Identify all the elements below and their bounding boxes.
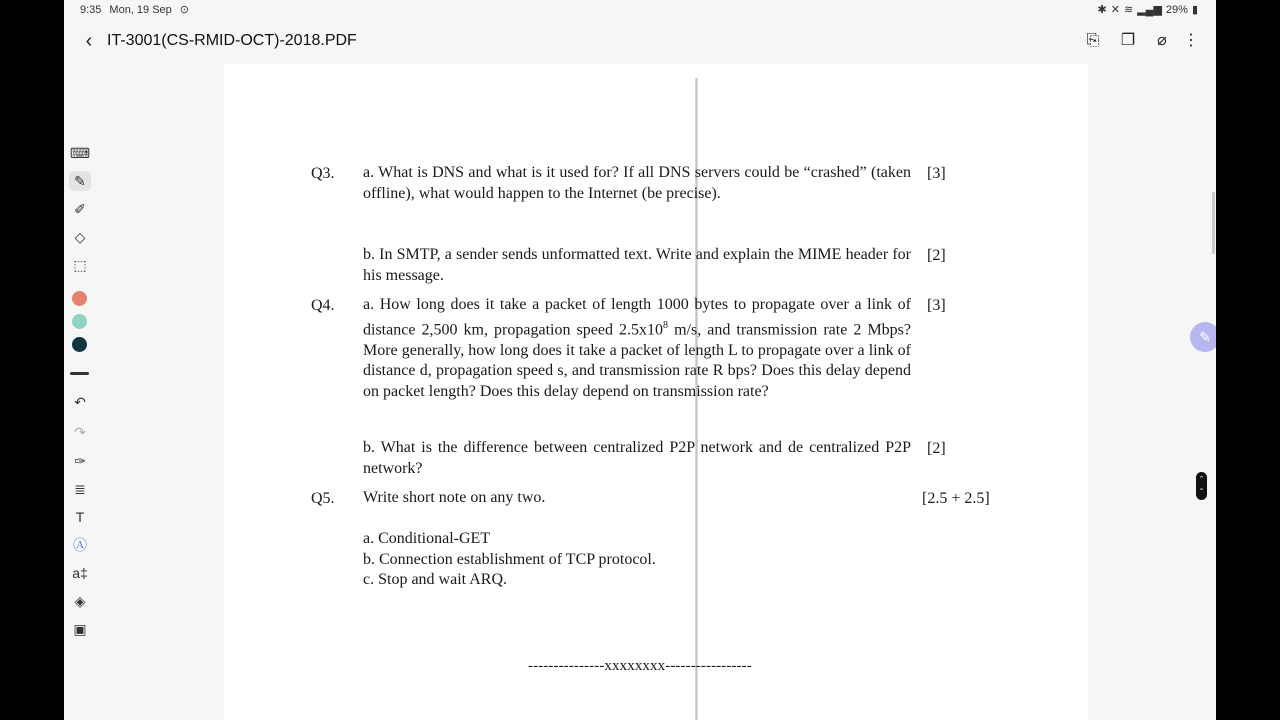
export-icon: ⎘ xyxy=(1086,32,1100,49)
image-icon: ▣ xyxy=(73,621,87,637)
chevron-left-icon: ‹ xyxy=(85,30,93,52)
q3-a-marks: [3] xyxy=(927,165,946,182)
more-options-button[interactable] xyxy=(1181,31,1201,51)
q3-b-text: b. In SMTP, a sender sends unformatted text. Write and explain the MIME header for his message. xyxy=(363,246,911,284)
floating-pen-button[interactable] xyxy=(1190,322,1216,352)
q3-label: Q3. xyxy=(311,165,335,182)
pen-tool[interactable] xyxy=(69,171,91,191)
pen-icon: ✎ xyxy=(1199,329,1211,345)
q4-label: Q4. xyxy=(311,297,335,314)
shapes-tool[interactable] xyxy=(69,591,91,611)
more-vertical-icon: ⋮ xyxy=(1183,32,1199,49)
shapes-icon: ◈ xyxy=(74,593,86,609)
text-format-tool[interactable] xyxy=(69,563,91,583)
chevron-up-down-icon: ⌃ ⌄ xyxy=(1198,476,1205,492)
ocr-tool[interactable] xyxy=(69,535,91,555)
magic-pen-icon: ✑ xyxy=(74,453,86,469)
bluetooth-icon: ✱ xyxy=(1097,4,1107,16)
mute-icon: ✕ xyxy=(1110,4,1120,16)
highlighter-icon: ✐ xyxy=(74,201,86,217)
pen-color-red[interactable] xyxy=(72,291,87,306)
edge-panel-handle[interactable] xyxy=(1212,192,1215,254)
text-tool[interactable] xyxy=(69,507,91,527)
q5-marks: [2.5 + 2.5] xyxy=(922,490,990,507)
text-icon: T xyxy=(75,509,85,525)
q4-a-text xyxy=(363,295,911,403)
eraser-tool[interactable] xyxy=(69,227,91,247)
export-button[interactable] xyxy=(1083,31,1103,51)
q5-item-a: a. Conditional-GET xyxy=(363,530,491,547)
pdf-page xyxy=(224,64,1088,720)
end-of-paper-marker: ---------------xxxxxxxx----------------- xyxy=(528,658,752,674)
signal-icon: ▂▄▆ xyxy=(1137,4,1162,16)
keyboard-icon: ⌨ xyxy=(69,145,91,161)
q5-label: Q5. xyxy=(311,490,335,507)
q3-b-marks: [2] xyxy=(927,247,946,264)
paperclip-icon: ⌀ xyxy=(1157,32,1167,49)
pen-thickness-indicator[interactable] xyxy=(70,372,89,375)
keyboard-tool[interactable] xyxy=(69,143,91,163)
q4-a-text-post: m/s, and transmission rate 2 Mbps? More generally, how long does it take a packet of length L to propagate over a link of distance d, propagation speed s, and transmission rate R bps? Does this delay depend on packet length? Does this delay depend on transmission rate? xyxy=(363,321,912,401)
q4-a-text-pre: a. How long does it take a packet of length 1000 bytes to propagate over a link of distance 2,500 km, propagation speed 2.5x10 xyxy=(363,296,911,339)
screen-recorder-icon: ⊙ xyxy=(179,4,190,16)
q4-a-marks: [3] xyxy=(927,297,946,314)
text-lines-icon: ≣ xyxy=(74,481,86,497)
eraser-icon: ◇ xyxy=(74,229,86,245)
highlighter-tool[interactable] xyxy=(69,199,91,219)
top-toolbar xyxy=(64,22,1216,62)
redo-button[interactable] xyxy=(69,422,91,442)
status-bar xyxy=(64,0,1216,20)
page-scroll-handle[interactable] xyxy=(1196,472,1207,500)
pen-icon: ✎ xyxy=(74,173,86,189)
q5-item-c: c. Stop and wait ARQ. xyxy=(363,571,507,588)
scan-text-icon: Ⓐ xyxy=(73,537,87,553)
q4-b-text: b. What is the difference between centralized P2P network and de centralized P2P network? xyxy=(363,439,911,477)
status-time: 9:35 xyxy=(80,3,102,16)
status-date: Mon, 19 Sep xyxy=(109,3,172,16)
undo-icon: ↶ xyxy=(74,394,86,410)
q4-a-exponent: 8 xyxy=(663,319,669,331)
q4-b-marks: [2] xyxy=(927,440,946,457)
attach-button[interactable] xyxy=(1152,31,1172,51)
tablet-screen xyxy=(64,0,1216,720)
undo-button[interactable] xyxy=(69,392,91,412)
battery-level: 29% xyxy=(1165,3,1188,16)
document-title: IT-3001(CS-RMID-OCT)-2018.PDF xyxy=(107,32,357,49)
selection-tool[interactable] xyxy=(69,255,91,275)
wifi-icon: ≋ xyxy=(1123,4,1134,16)
pen-color-dark[interactable] xyxy=(72,337,87,352)
image-tool[interactable] xyxy=(69,619,91,639)
book-icon: ❐ xyxy=(1120,32,1136,49)
view-mode-button[interactable] xyxy=(1118,31,1138,51)
back-button[interactable] xyxy=(78,30,100,52)
q5-text: Write short note on any two. xyxy=(363,489,546,506)
q3-a-text: a. What is DNS and what is it used for? If all DNS servers could be “crashed” (taken offline), what would happen to the Internet (be precise). xyxy=(363,164,911,202)
battery-icon: ▮ xyxy=(1191,4,1198,16)
shape-pen-tool[interactable] xyxy=(69,451,91,471)
text-size-icon: a‡ xyxy=(72,565,88,581)
redo-icon: ↷ xyxy=(74,424,86,440)
pen-color-teal[interactable] xyxy=(72,314,87,329)
lasso-icon: ⬚ xyxy=(73,257,87,273)
text-align-tool[interactable] xyxy=(69,479,91,499)
q5-item-b: b. Connection establishment of TCP protocol. xyxy=(363,551,656,568)
